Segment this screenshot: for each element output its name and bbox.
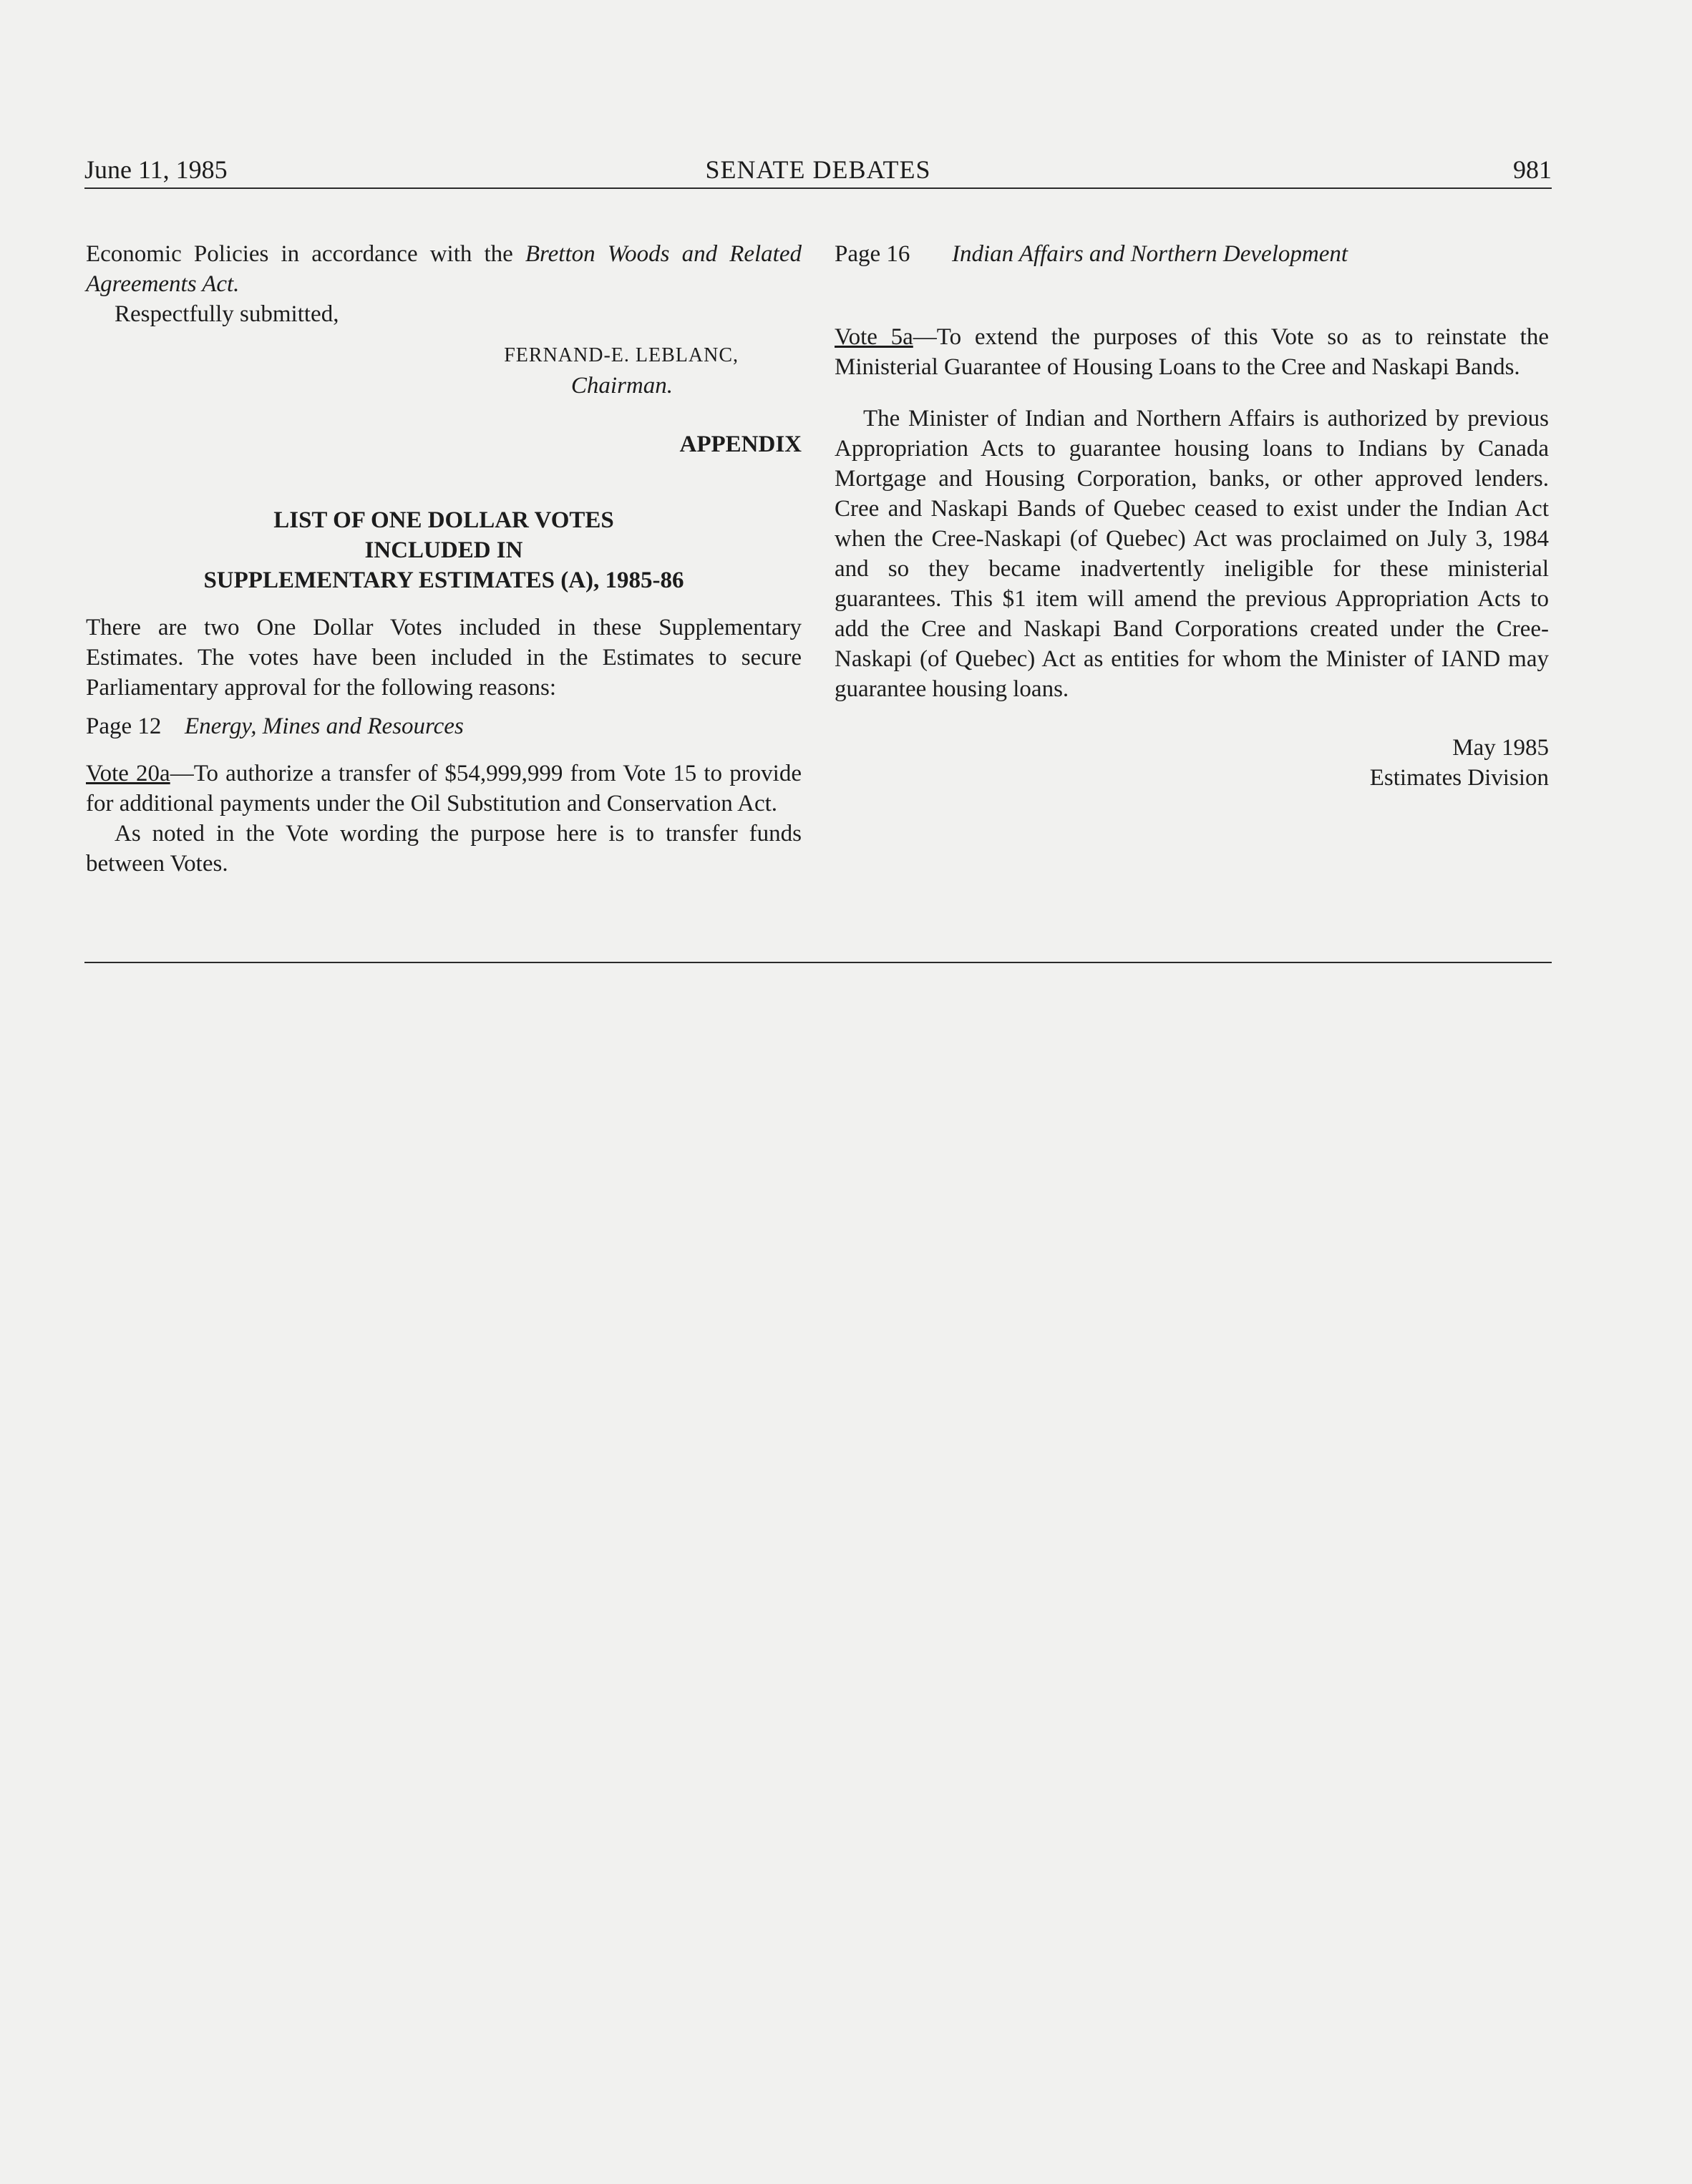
appendix-heading: APPENDIX	[679, 432, 802, 457]
vote-label: Vote 5a	[835, 324, 913, 350]
list-title-line: SUPPLEMENTARY ESTIMATES (A), 1985-86	[203, 567, 684, 593]
page-reference-department: Energy, Mines and Resources	[185, 713, 464, 739]
opening-act-title: Bretton Woods and Related Agreements Act.	[86, 241, 802, 297]
list-title-line: LIST OF ONE DOLLAR VOTES	[273, 507, 614, 533]
header-title: SENATE DEBATES	[705, 155, 931, 184]
sign-off-date: May 1985	[1452, 735, 1549, 761]
respectfully-submitted: Respectfully submitted,	[115, 301, 339, 327]
sign-off-division: Estimates Division	[1369, 765, 1549, 791]
page-reference-department: Indian Affairs and Northern Development	[952, 241, 1348, 267]
vote-text: —To extend the purposes of this Vote so as to reinstate the Ministerial Guarantee of Housing Loans to the Cree and Naskapi Bands.	[835, 324, 1550, 380]
vote-label: Vote 20a	[86, 761, 170, 786]
list-title-line: INCLUDED IN	[364, 537, 523, 563]
sign-off	[835, 733, 1549, 793]
vote-text: —To authorize a transfer of $54,999,999 from Vote 15 to provide for additional payments under the Oil Substitution and Conservation Act.	[86, 761, 802, 816]
header-rule	[84, 187, 1552, 189]
opening-paragraph	[86, 239, 802, 299]
section-rule	[84, 962, 1552, 963]
header-page-number: 981	[1513, 155, 1552, 184]
header-date: June 11, 1985	[84, 155, 228, 184]
page-reference-label: Page 12	[86, 713, 162, 739]
opening-text: Economic Policies in accordance with the	[86, 241, 525, 267]
page-header	[84, 152, 1552, 187]
right-column	[835, 239, 1549, 793]
signatory-name: FERNAND-E. LEBLANC,	[504, 344, 739, 366]
vote-paragraph	[835, 322, 1549, 382]
page-reference-label: Page 16	[835, 241, 910, 267]
page-reference	[835, 239, 1549, 269]
signatory-title: Chairman.	[570, 373, 673, 399]
page-reference	[86, 711, 802, 741]
note-paragraph: As noted in the Vote wording the purpose here is to transfer funds between Votes.	[86, 821, 802, 877]
list-title	[86, 505, 802, 595]
intro-paragraph: There are two One Dollar Votes included in these Supplementary Estimates. The votes have been included in the Estimates to secure Parliamentary approval for the following reasons:	[86, 615, 802, 701]
explanation-paragraph: The Minister of Indian and Northern Affairs is authorized by previous Appropriation Acts to guarantee housing loans to Indians by Canada Mortgage and Housing Corporation, banks, or other approved lenders. Cree and Naskapi Bands of Quebec ceased to exist under the Indian Act when the Cree-Naskapi (of Quebec) Act was proclaimed on July 3, 1984 and so they became inadvertently ineligible for these ministerial guarantees. This $1 item will amend the previous Appropriation Acts to add the Cree and Naskapi Band Corporations created under the Cree-Naskapi (of Quebec) Act as entities for whom the Minister of IAND may guarantee housing loans.	[835, 406, 1549, 702]
vote-paragraph	[86, 759, 802, 819]
left-column	[86, 239, 802, 879]
